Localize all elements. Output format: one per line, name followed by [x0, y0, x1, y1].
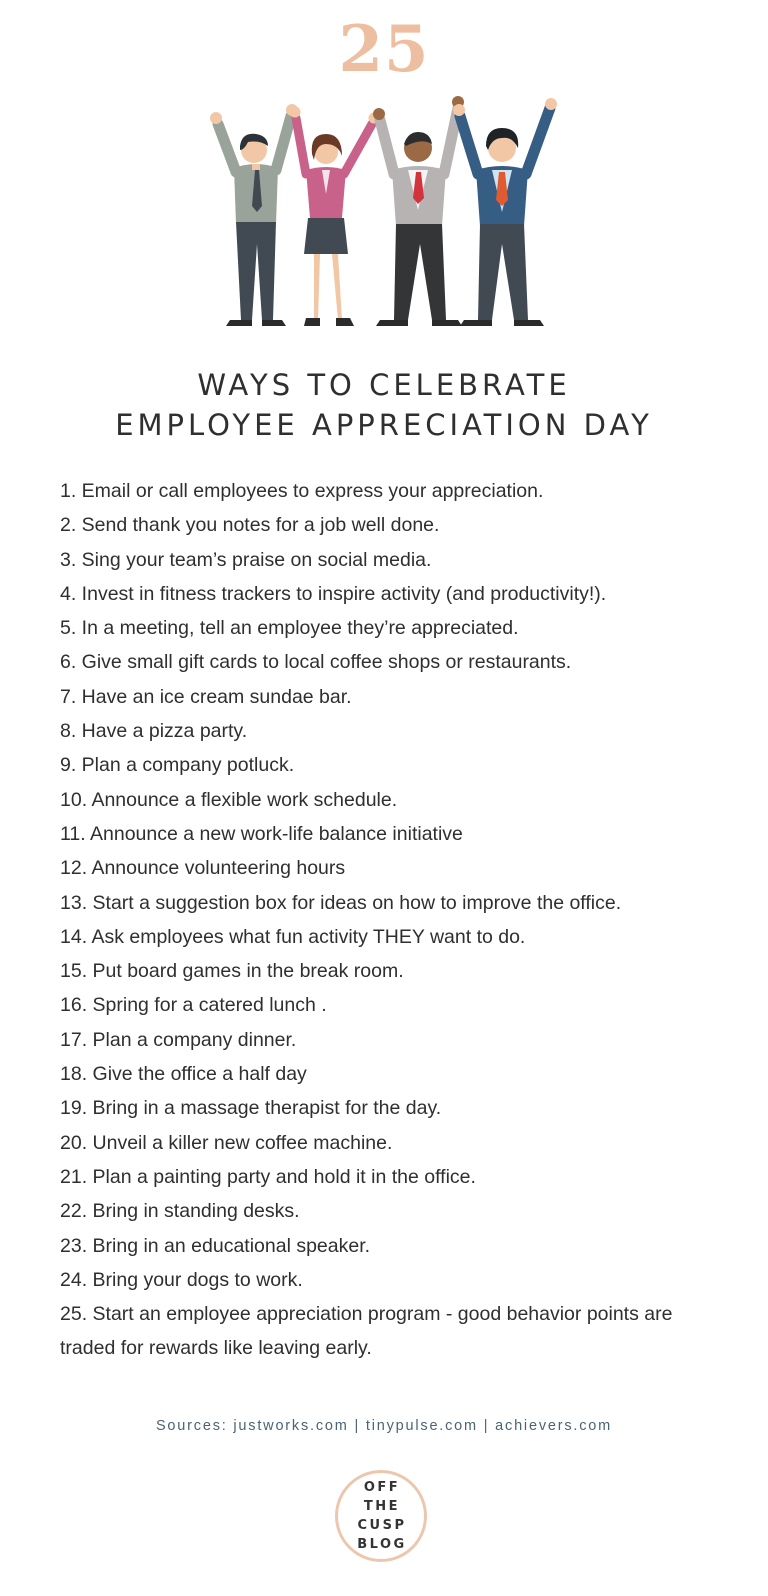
list-item: 11. Announce a new work-life balance initiative — [60, 822, 463, 845]
list-item: 10. Announce a flexible work schedule. — [60, 788, 398, 811]
list-item: 14. Ask employees what fun activity THEY want to do. — [60, 925, 526, 948]
blog-logo — [335, 1470, 427, 1562]
list-item: 7. Have an ice cream sundae bar. — [60, 685, 352, 708]
list-item: 23. Bring in an educational speaker. — [60, 1234, 371, 1257]
list-item: 1. Email or call employees to express your appreciation. — [60, 480, 544, 502]
list-item: 17. Plan a company dinner. — [60, 1028, 297, 1051]
list-item: 2. Send thank you notes for a job well done. — [60, 514, 440, 537]
person-pink-jacket — [290, 107, 380, 327]
list-item: 15. Put board games in the break room. — [60, 960, 404, 983]
person-blue-suit — [453, 98, 557, 326]
list-item: 18. Give the office a half day — [60, 1063, 307, 1086]
list-item: 13. Start a suggestion box for ideas on how to improve the office. — [60, 891, 622, 914]
sources-line: Sources: justworks.com | tinypulse.com | achievers.com — [155, 1418, 613, 1434]
page-title-line1: WAYS TO CELEBRATE — [197, 368, 571, 402]
list-item: 25. Start an employee appreciation program - good behavior points are traded for rewards like leaving early. — [60, 1303, 673, 1360]
celebrating-team-illustration — [196, 94, 572, 344]
list-item: 4. Invest in fitness trackers to inspire activity (and productivity!). — [60, 582, 607, 605]
person-gray-suit — [373, 96, 464, 326]
list-item: 22. Bring in standing desks. — [60, 1200, 300, 1223]
list-item: 12. Announce volunteering hours — [60, 857, 346, 880]
list-item: 8. Have a pizza party. — [60, 720, 248, 743]
list-item: 5. In a meeting, tell an employee they’re appreciated. — [60, 617, 519, 640]
header-number: 25 — [338, 12, 430, 87]
list-item: 9. Plan a company potluck. — [60, 754, 295, 777]
page-title-line2: EMPLOYEE APPRECIATION DAY — [115, 408, 653, 442]
logo-text-line: OFF — [363, 1480, 401, 1495]
logo-text-line: THE — [363, 1499, 401, 1514]
list-item: 24. Bring your dogs to work. — [60, 1268, 303, 1291]
list-item: 20. Unveil a killer new coffee machine. — [60, 1131, 393, 1154]
logo-text-line: BLOG — [357, 1537, 407, 1552]
list-item: 16. Spring for a catered lunch . — [60, 994, 327, 1017]
logo-text-line: CUSP — [357, 1518, 407, 1533]
ideas-list — [60, 474, 720, 1366]
list-item: 6. Give small gift cards to local coffee shops or restaurants. — [60, 651, 572, 674]
list-item: 21. Plan a painting party and hold it in the office. — [60, 1165, 476, 1188]
list-item: 3. Sing your team’s praise on social media. — [60, 548, 432, 571]
list-item: 19. Bring in a massage therapist for the day. — [60, 1097, 442, 1120]
person-gray-shirt — [210, 104, 298, 326]
